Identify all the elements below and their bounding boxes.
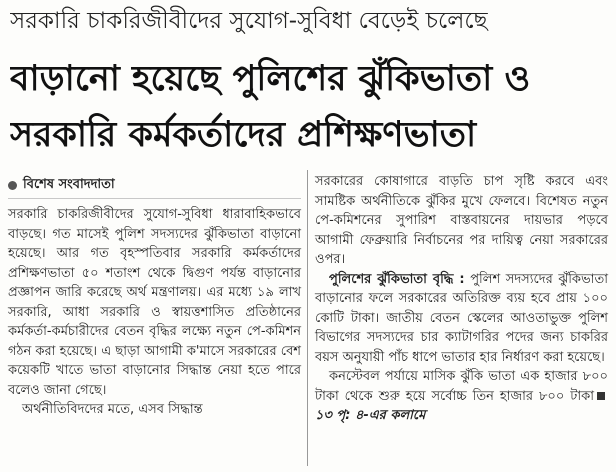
left-paragraph-1: সরকারি চাকরিজীবীদের সুযোগ-সুবিধা ধারাবাহিকভাবে বাড়ছে। গত মাসেই পুলিশ সদস্যদের ঝুঁকিভাতা বাড়ানো হয়েছে। আর গত বৃহস্পতিবার সরকারি কর্মকর্তাদের প্রশিক্ষণভাতা ৫০ শতাংশ থেকে দ্বিগুণ পর্যন্ত বাড়ানোর প্রজ্ঞাপন জারি করেছে অর্থ মন্ত্রণালয়। এর মধ্যে ১৯ লাখ সরকারি, আধা সরকারি ও স্বায়ত্তশাসিত প্রতিষ্ঠানের কর্মকর্তা-কর্মচারীদের বেতন বৃদ্ধির লক্ষ্যে নতুন পে-কমিশন গঠন করা হয়েছে। এ ছাড়া আগামী ক'মাসে সরকারের বেশ কয়েকটি খাতে ভাতা বাড়ানোর সিদ্ধান্ত নেয়া হতে পারে বলেও জানা গেছে। <box>8 207 301 398</box>
article-kicker: সরকারি চাকরিজীবীদের সুযোগ-সুবিধা বেড়েই চলেছে <box>10 8 488 34</box>
subhead-police-risk-allowance: পুলিশের ঝুঁকিভাতা বৃদ্ধি : <box>329 271 465 287</box>
right-paragraph-3-text: কনস্টেবল পর্যায়ে মাসিক ঝুঁকি ভাতা এক হাজার ৮০০ টাকা থেকে শুরু হয়ে সর্বোচ্চ তিন হাজার ৮০০ টাকা <box>315 369 608 404</box>
bullet-icon <box>8 181 17 190</box>
byline <box>8 172 301 199</box>
right-paragraph-3 <box>315 367 608 426</box>
jump-square-icon <box>597 392 605 400</box>
right-column <box>315 172 608 426</box>
headline-line-2: সরকারি কর্মকর্তাদের প্রশিক্ষণভাতা <box>10 115 477 155</box>
right-paragraph-2 <box>315 270 608 368</box>
headline-line-1: বাড়ানো হয়েছে পুলিশের ঝুঁকিভাতা ও <box>10 59 531 99</box>
right-paragraph-2-text: পুলিশ সদস্যদের ঝুঁকিভাতা বাড়ানোর ফলে সরকারের অতিরিক্ত ব্যয় হবে প্রায় ১০০ কোটি টাকা। জাতীয় বেতন স্কেলের আওতাভুক্ত পুলিশ বিভাগের সদস্যদের চার ক্যাটাগরির পদের জন্য চাকরির বয়স অনুযায়ী পাঁচ ধাপে ভাতার হার নির্ধারণ করা হয়েছে। <box>315 271 608 365</box>
left-paragraph-2: অর্থনীতিবিদদের মতে, এসব সিদ্ধান্ত <box>22 402 203 417</box>
byline-text: বিশেষ সংবাদদাতা <box>23 177 115 193</box>
right-paragraph-1: সরকারের কোষাগারে বাড়তি চাপ সৃষ্টি করবে এবং সামষ্টিক অর্থনীতিকে ঝুঁকির মুখে ফেলবে। বিশেষত নতুন পে-কমিশনের সুপারিশ বাস্তবায়নের দায়ভার পড়বে আগামী ফেব্রুয়ারি নির্বাচনের পর দায়িত্ব নেয়া সরকারের ওপর। <box>315 174 608 267</box>
column-divider <box>307 170 308 466</box>
left-column <box>8 172 301 420</box>
continued-jump[interactable]: ১৩ পৃ: ৪-এর কলামে <box>315 408 426 423</box>
